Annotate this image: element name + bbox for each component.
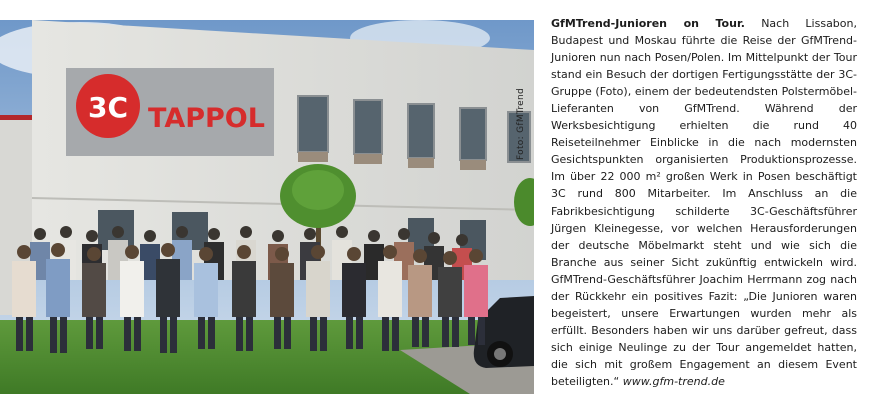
photo-illustration (0, 20, 534, 394)
photo-credit: Foto: GfMTrend (516, 87, 526, 160)
article-text (551, 15, 857, 390)
article-body: Nach Lissabon, Budapest und Moskau führte die Reise der GfMTrend-Junioren nun nach Posen/Polen. Im Mittelpunkt der Tour stand ein Besuch der dortigen Fertigungsstätte der 3C-Gruppe (Foto), einem der bedeutendsten Polstermöbel-Lieferanten von GfMTrend. Während der Werksbesichtigung erhielten die rund 40 Reiseteilnehmer Einblicke in die nach modernsten Gesichtspunkten organisierten Produktionsprozesse. Im über 22 000 m² großen Werk in Posen beschäftigt 3C rund 800 Mitarbeiter. Im Anschluss an die Fabrikbesichtigung schilderte 3C-Geschäftsführer Jürgen Kleinegesse, vor welchen Herausforderungen der deutsche Möbelmarkt steht und wie sich die Branche aus seiner Sicht zukünftig entwickeln wird. GfMTrend-Geschäftsführer Joachim Herrmann zog nach der Rückkehr ein positives Fazit: „Die Junioren waren begeistert, unsere Erwartungen wurden mehr als erfüllt. Besonders haben wir uns darüber gefreut, dass sich einige Neulinge zu der Tour angemeldet hatten, die sich mit großem Engagement an diesem Event beteiligten.“ (551, 17, 857, 388)
article-url: www.gfm-trend.de (622, 374, 725, 388)
sign-company-text: TAPPOL (148, 103, 265, 134)
article-lead: GfMTrend-Junioren on Tour. (551, 17, 745, 30)
group-photo (0, 20, 534, 394)
sign-logo-text: 3C (87, 91, 129, 124)
